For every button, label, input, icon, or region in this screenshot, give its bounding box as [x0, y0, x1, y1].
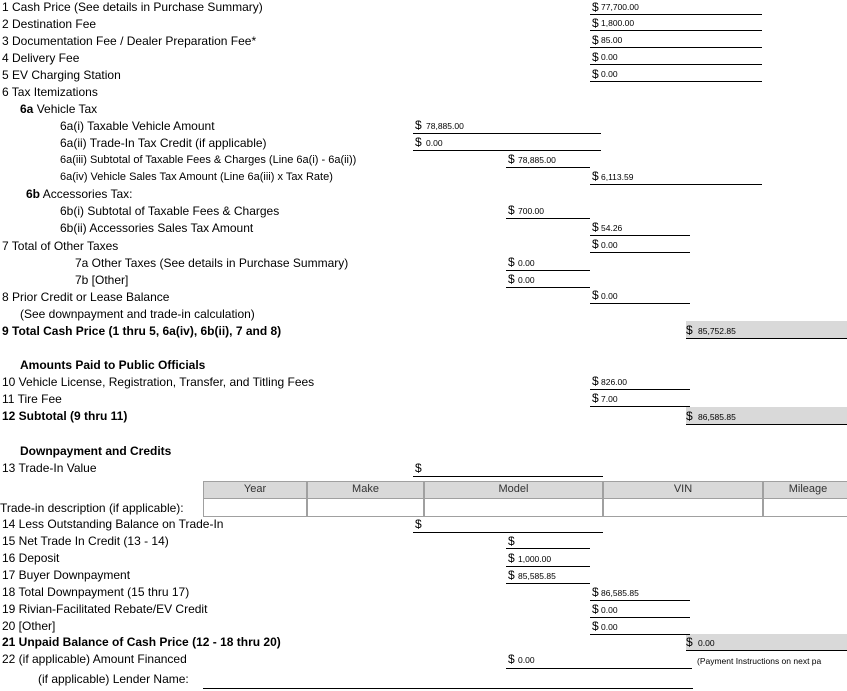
line-19-underline: [590, 617, 690, 618]
line-18-value: 86,585.85: [601, 588, 639, 598]
line-6a-i-label: 6a(i) Taxable Vehicle Amount: [60, 119, 215, 133]
line-5-underline: [590, 81, 762, 82]
line-6-label: 6 Tax Itemizations: [2, 85, 98, 99]
line-3-label: 3 Documentation Fee / Dealer Preparation Fee*: [2, 34, 257, 48]
dollar-sign: $: [592, 619, 599, 633]
trade-col-make: Make: [307, 481, 424, 499]
trade-in-description-label: Trade-in description (if applicable):: [0, 501, 184, 515]
line-8-value: 0.00: [601, 291, 618, 301]
line-7b-label: 7b [Other]: [75, 273, 129, 287]
line-14-underline: [413, 532, 603, 533]
line-13-underline: [413, 476, 603, 477]
line-21-label: 21 Unpaid Balance of Cash Price (12 - 18 thru 20): [2, 635, 281, 649]
line-6a-i-underline: [413, 133, 601, 134]
line-2-underline: [590, 30, 762, 31]
line-16-value: 1,000.00: [518, 554, 552, 564]
dollar-sign: $: [592, 220, 599, 234]
line-16-underline: [506, 566, 590, 567]
dollar-sign: $: [592, 50, 599, 64]
line-19-label: 19 Rivian-Facilitated Rebate/EV Credit: [2, 602, 208, 616]
line-7-underline: [590, 252, 690, 253]
line-7-label: 7 Total of Other Taxes: [2, 239, 119, 253]
line-8-label: 8 Prior Credit or Lease Balance: [2, 290, 170, 304]
dollar-sign: $: [592, 585, 599, 599]
trade-col-model: Model: [424, 481, 603, 499]
line-6a-ii-value: 0.00: [426, 138, 443, 148]
line-6b-i-value: 700.00: [518, 206, 544, 216]
payment-instructions-note: (Payment Instructions on next pa: [697, 656, 822, 666]
line-4-value: 0.00: [601, 52, 618, 62]
line-15-label: 15 Net Trade In Credit (13 - 14): [2, 534, 169, 548]
line-5-value: 0.00: [601, 69, 618, 79]
dollar-sign: $: [508, 568, 515, 582]
dollar-sign: $: [415, 135, 422, 149]
dollar-sign: $: [592, 374, 599, 388]
line-17-underline: [506, 583, 590, 584]
line-12-underline: [686, 424, 847, 425]
dollar-sign: $: [508, 272, 515, 286]
trade-col-mileage: Mileage: [763, 481, 847, 499]
line-2-label: 2 Destination Fee: [2, 17, 97, 31]
lender-name-underline[interactable]: [203, 688, 693, 689]
line-7b-underline: [506, 287, 590, 288]
dollar-sign: $: [415, 118, 422, 132]
line-11-value: 7.00: [601, 394, 618, 404]
dollar-sign: $: [686, 635, 693, 649]
line-6b-i-underline: [506, 218, 590, 219]
line-4-label: 4 Delivery Fee: [2, 51, 80, 65]
dollar-sign: $: [592, 237, 599, 251]
line-6a-number: 6a: [20, 102, 34, 116]
dollar-sign: $: [592, 67, 599, 81]
lender-name-label: (if applicable) Lender Name:: [38, 672, 189, 686]
section-public-officials: Amounts Paid to Public Officials: [20, 358, 206, 372]
line-7a-value: 0.00: [518, 258, 535, 268]
line-9-label: 9 Total Cash Price (1 thru 5, 6a(iv), 6b(ii), 7 and 8): [2, 324, 282, 338]
line-8-underline: [590, 303, 690, 304]
line-6b-ii-label: 6b(ii) Accessories Sales Tax Amount: [60, 221, 254, 235]
dollar-sign: $: [592, 391, 599, 405]
line-22-label: 22 (if applicable) Amount Financed: [2, 652, 187, 666]
dollar-sign: $: [508, 534, 515, 548]
line-18-label: 18 Total Downpayment (15 thru 17): [2, 585, 190, 599]
line-7a-label: 7a Other Taxes (See details in Purchase Summary): [75, 256, 349, 270]
line-6a-iii-value: 78,885.00: [518, 155, 556, 165]
line-13-label: 13 Trade-In Value: [2, 461, 97, 475]
trade-col-year: Year: [203, 481, 307, 499]
line-9-value: 85,752.85: [698, 326, 736, 336]
dollar-sign: $: [415, 461, 422, 475]
line-6a-ii-underline: [413, 150, 601, 151]
line-5-label: 5 EV Charging Station: [2, 68, 121, 82]
line-6a-iv-label: 6a(iv) Vehicle Sales Tax Amount (Line 6a(iii) x Tax Rate): [60, 171, 333, 183]
line-21-underline: [686, 650, 847, 651]
line-10-label: 10 Vehicle License, Registration, Transfer, and Titling Fees: [2, 375, 315, 389]
line-1-underline: [590, 14, 762, 15]
line-15-underline: [506, 548, 590, 549]
line-9-underline: [686, 338, 847, 339]
dollar-sign: $: [592, 16, 599, 30]
line-10-value: 826.00: [601, 377, 627, 387]
line-3-value: 85.00: [601, 35, 623, 45]
line-7a-underline: [506, 270, 590, 271]
line-11-underline: [590, 406, 690, 407]
line-6a-i-value: 78,885.00: [426, 121, 464, 131]
line-7-value: 0.00: [601, 240, 618, 250]
trade-mileage-input[interactable]: [763, 498, 847, 517]
line-6a-label: [20, 102, 97, 116]
line-6a-iii-label: 6a(iii) Subtotal of Taxable Fees & Charges (Line 6a(i) - 6a(ii)): [60, 154, 357, 166]
line-6b-text: Accessories Tax:: [40, 187, 133, 201]
trade-make-input[interactable]: [307, 498, 424, 517]
line-6b-label: [26, 187, 133, 201]
line-4-underline: [590, 64, 762, 65]
line-17-label: 17 Buyer Downpayment: [2, 568, 131, 582]
line-8-note: (See downpayment and trade-in calculation): [20, 307, 255, 321]
line-6a-text: Vehicle Tax: [33, 102, 98, 116]
line-12-value: 86,585.85: [698, 412, 736, 422]
line-6a-iv-underline: [590, 184, 762, 185]
dollar-sign: $: [508, 652, 515, 666]
line-18-underline: [590, 600, 690, 601]
line-1-label: 1 Cash Price (See details in Purchase Summary): [2, 0, 263, 14]
line-14-label: 14 Less Outstanding Balance on Trade-In: [2, 517, 224, 531]
dollar-sign: $: [508, 551, 515, 565]
line-6a-ii-label: 6a(ii) Trade-In Tax Credit (if applicable): [60, 136, 267, 150]
dollar-sign: $: [592, 169, 599, 183]
line-2-value: 1,800.00: [601, 18, 635, 28]
line-20-value: 0.00: [601, 622, 618, 632]
line-10-underline: [590, 389, 690, 390]
line-22-value: 0.00: [518, 655, 535, 665]
line-6a-iv-value: 6,113.59: [601, 172, 634, 182]
dollar-sign: $: [415, 517, 422, 531]
dollar-sign: $: [508, 152, 515, 166]
line-19-value: 0.00: [601, 605, 618, 615]
line-6b-i-label: 6b(i) Subtotal of Taxable Fees & Charges: [60, 204, 280, 218]
section-downpayment: Downpayment and Credits: [20, 444, 172, 458]
line-21-value: 0.00: [698, 638, 715, 648]
dollar-sign: $: [592, 0, 599, 14]
line-6a-iii-underline: [506, 167, 590, 168]
line-6b-ii-underline: [590, 235, 690, 236]
trade-col-vin: VIN: [603, 481, 763, 499]
line-20-label: 20 [Other]: [2, 619, 56, 633]
dollar-sign: $: [592, 288, 599, 302]
line-11-label: 11 Tire Fee: [2, 392, 62, 406]
line-22-underline: [506, 668, 692, 669]
trade-vin-input[interactable]: [603, 498, 763, 517]
line-20-underline: [590, 634, 690, 635]
line-12-label: 12 Subtotal (9 thru 11): [2, 409, 128, 423]
dollar-sign: $: [508, 255, 515, 269]
line-6b-number: 6b: [26, 187, 41, 201]
dollar-sign: $: [592, 602, 599, 616]
line-1-value: 77,700.00: [601, 2, 639, 12]
line-6b-ii-value: 54.26: [601, 223, 623, 233]
dollar-sign: $: [508, 203, 515, 217]
line-7b-value: 0.00: [518, 275, 535, 285]
dollar-sign: $: [686, 323, 693, 337]
dollar-sign: $: [592, 33, 599, 47]
trade-year-input[interactable]: [203, 498, 307, 517]
trade-model-input[interactable]: [424, 498, 603, 517]
line-16-label: 16 Deposit: [2, 551, 60, 565]
dollar-sign: $: [686, 409, 693, 423]
line-3-underline: [590, 47, 762, 48]
line-17-value: 85,585.85: [518, 571, 556, 581]
